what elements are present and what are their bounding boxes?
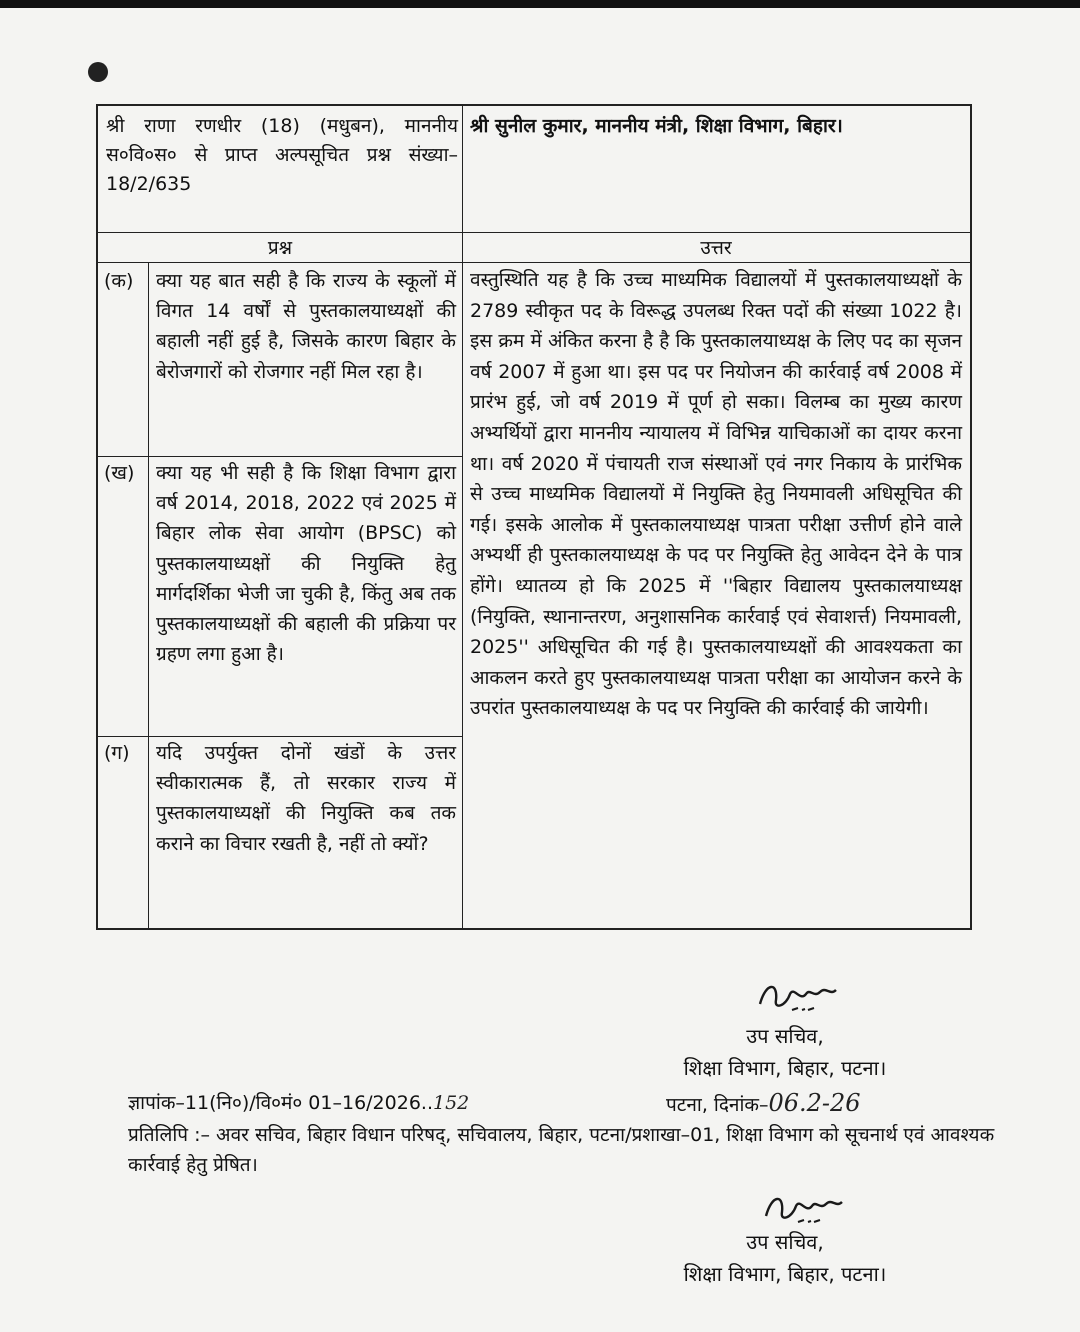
designation-1: उप सचिव,: [746, 1024, 824, 1048]
mark-column-divider: [148, 263, 149, 928]
question-separator: [98, 456, 462, 457]
question-separator: [98, 736, 462, 737]
top-bar: [0, 0, 1080, 8]
question-ga-text: यदि उपर्युक्त दोनों खंडों के उत्तर स्वीकारात्मक हैं, तो सरकार राज्य में पुस्तकालयाध्यक्षों की नियुक्ति कब तक कराने का विचार रखती है, नहीं तो क्यों?: [156, 742, 456, 855]
table-header-row: [98, 106, 970, 233]
question-mark-ga: (ग): [104, 742, 130, 764]
answer-column-header: उत्तर: [462, 234, 970, 263]
answering-minister: श्री सुनील कुमार, माननीय मंत्री, शिक्षा विभाग, बिहार।: [470, 115, 843, 137]
office-1: शिक्षा विभाग, बिहार, पटना।: [683, 1056, 887, 1080]
column-divider: [462, 106, 463, 928]
memo-date-label: पटना, दिनांक–: [666, 1094, 769, 1116]
memo-date-value: 06.2-26: [768, 1089, 861, 1117]
question-mark-ka: (क): [104, 270, 134, 292]
memo-reference: ज्ञापांक–11(नि०)/वि०मं० 01–16/2026..: [128, 1092, 433, 1114]
memo-reference-number: 152: [433, 1092, 470, 1114]
signature-block-1: [600, 1020, 970, 1084]
answer-text: वस्तुस्थिति यह है कि उच्च माध्यमिक विद्यालयों में पुस्तकालयाध्यक्षों के 2789 स्वीकृत पद के विरूद्ध उपलब्ध रिक्त पदों की संख्या 1022 है। इस क्रम में अंकित करना है है कि पुस्तकालयाध्यक्ष के लिए पद का सृजन वर्ष 2007 में हुआ था। इस पद पर नियोजन की कार्रवाई वर्ष 2008 में प्रारंभ हुई, जो वर्ष 2019 में पूर्ण हो सका। विलम्ब का मुख्य कारण अभ्यर्थियों द्वारा माननीय न्यायालय में विभिन्न याचिकाओं का दायर करना था। वर्ष 2020 में पंचायती राज संस्थाओं एवं नगर निकाय के प्रारंभिक से उच्च माध्यमिक विद्यालयों में नियुक्ति हेतु नियमावली अधिसूचित की गई। इसके आलोक में पुस्तकालयाध्यक्ष पात्रता परीक्षा उत्तीर्ण होने वाले अभ्यर्थी ही पुस्तकालयाध्यक्ष के पद पर नियुक्ति हेतु आवेदन देने के पात्र होंगे। ध्यातव्य हो कि 2025 में ''बिहार विद्यालय पुस्तकालयाध्यक्ष (नियुक्ति, स्थानान्तरण, अनुशासनिक कार्रवाई एवं सेवाशर्त्त) नियमावली, 2025'' अधिसूचित की गई है। पुस्तकालयाध्यक्षों की आवश्यकता का आकलन करते हुए पुस्तकालयाध्यक्ष पात्रता परीक्षा का आयोजन करने के उपरांत पुस्तकालयाध्यक्ष के पद पर नियुक्ति की कार्रवाई की जायेगी।: [470, 269, 962, 720]
question-kha-text: क्या यह भी सही है कि शिक्षा विभाग द्वारा वर्ष 2014, 2018, 2022 एवं 2025 में बिहार लोक सेवा आयोग (BPSC) को पुस्तकालयाध्यक्षों की नियुक्ति हेतु मार्गदर्शिका भेजी जा चुकी है, किंतु अब तक पुस्तकालयाध्यक्षों की बहाली की प्रक्रिया पर ग्रहण लगा हुआ है।: [156, 462, 456, 666]
question-column-header: प्रश्न: [98, 234, 462, 263]
question-mark-kha: (ख): [104, 462, 135, 484]
question-ka-text: क्या यह बात सही है कि राज्य के स्कूलों में विगत 14 वर्षों से पुस्तकालयाध्यक्षों की बहाली नहीं हुई है, जिसके कारण बिहार के बेरोजगारों को रोजगार नहीं मिल रहा है।: [156, 270, 456, 383]
signature-block-2: [600, 1226, 970, 1290]
copy-forwarding-text: प्रतिलिपि :– अवर सचिव, बिहार विधान परिषद्, सचिवालय, बिहार, पटना/प्रशाखा–01, शिक्षा विभाग को सूचनार्थ एवं आवश्यक कार्रवाई हेतु प्रेषित।: [128, 1124, 995, 1176]
punch-hole-mark: [88, 62, 108, 82]
signature-scribble: [756, 976, 866, 1020]
memo-date-line: [666, 1088, 986, 1120]
question-answer-table: [96, 104, 972, 930]
question-source: श्री राणा रणधीर (18) (मधुबन), माननीय स०वि०स० से प्राप्त अल्पसूचित प्रश्न संख्या– 18/2/635: [106, 115, 458, 195]
office-2: शिक्षा विभाग, बिहार, पटना।: [683, 1262, 887, 1286]
designation-2: उप सचिव,: [746, 1230, 824, 1254]
